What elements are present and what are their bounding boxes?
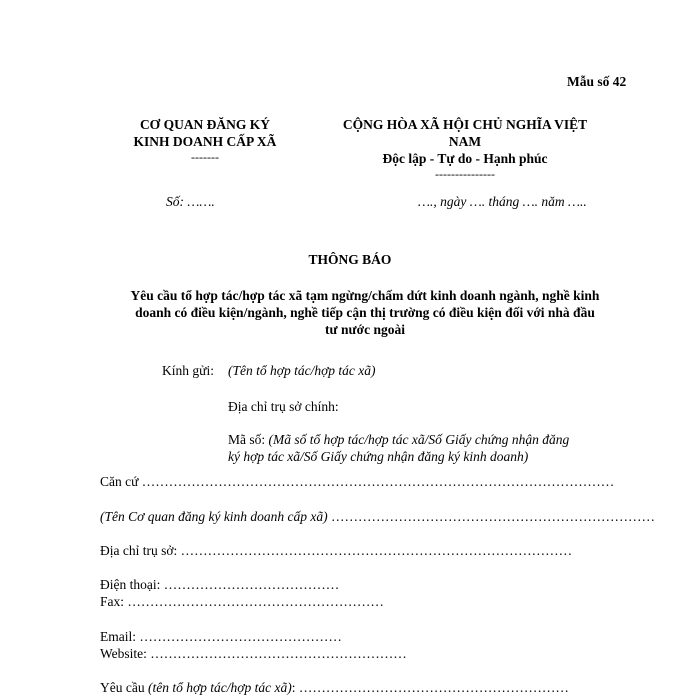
agency-name-placeholder: (Tên Cơ quan đăng ký kinh doanh cấp xã) [100, 509, 328, 524]
subtitle-line2: doanh có điều kiện/ngành, nghề tiếp cận thị trường có điều kiện đối với nhà đầu [135, 305, 595, 320]
subtitle-line3: tư nước ngoài [325, 322, 405, 337]
recipient-value: (Tên tổ hợp tác/hợp tác xã) [228, 363, 376, 378]
fax-line: Fax: ………………………………………………… [100, 594, 384, 609]
document-number: Số: ……. [166, 194, 215, 209]
agency-header-line2: KINH DOANH CẤP XÃ [133, 134, 277, 149]
request-line [100, 680, 569, 696]
recipient-code-value-line1: (Mã số tổ hợp tác/hợp tác xã/Số Giấy chứng nhận đăng [268, 432, 570, 447]
document-title: THÔNG BÁO [308, 252, 392, 267]
national-header-line1: CỘNG HÒA XÃ HỘI CHỦ NGHĨA VIỆT [342, 117, 588, 132]
agency-address-line: Địa chỉ trụ sở: …………………………………………………………………………… [100, 543, 573, 558]
agency-name-line [100, 509, 655, 525]
agency-header-divider: ------- [191, 150, 219, 164]
agency-header-line1: CƠ QUAN ĐĂNG KÝ [139, 117, 271, 132]
recipient-label: Kính gửi: [162, 363, 214, 378]
request-dots: : …………………………………………………… [291, 680, 569, 695]
recipient-code [228, 432, 569, 448]
request-entity-placeholder: (tên tổ hợp tác/hợp tác xã) [147, 680, 292, 695]
legal-basis-line: Căn cứ …………………………………………………………………………………………… [100, 474, 615, 489]
subtitle-line1: Yêu cầu tổ hợp tác/hợp tác xã tạm ngừng/chấm dứt kinh doanh ngành, nghề kinh [130, 288, 600, 303]
website-line: Website: ………………………………………………… [100, 646, 407, 661]
form-code: Mẫu số 42 [567, 74, 627, 89]
national-motto: Độc lập - Tự do - Hạnh phúc [382, 151, 548, 166]
phone-line: Điện thoại: ………………………………… [100, 577, 340, 592]
national-header-divider: --------------- [435, 167, 495, 181]
national-header-line2: NAM [448, 134, 482, 149]
agency-name-dots: ……………………………………………………………… [327, 509, 656, 524]
recipient-address-label: Địa chỉ trụ sở chính: [228, 399, 339, 414]
request-prefix: Yêu cầu [100, 680, 148, 695]
email-line: Email: ……………………………………… [100, 629, 342, 644]
recipient-code-label: Mã số: [228, 432, 266, 447]
document-date: …., ngày …. tháng …. năm ….. [418, 194, 587, 209]
recipient-code-value-line2: ký hợp tác xã/Số Giấy chứng nhận đăng ký kinh doanh) [228, 449, 529, 464]
